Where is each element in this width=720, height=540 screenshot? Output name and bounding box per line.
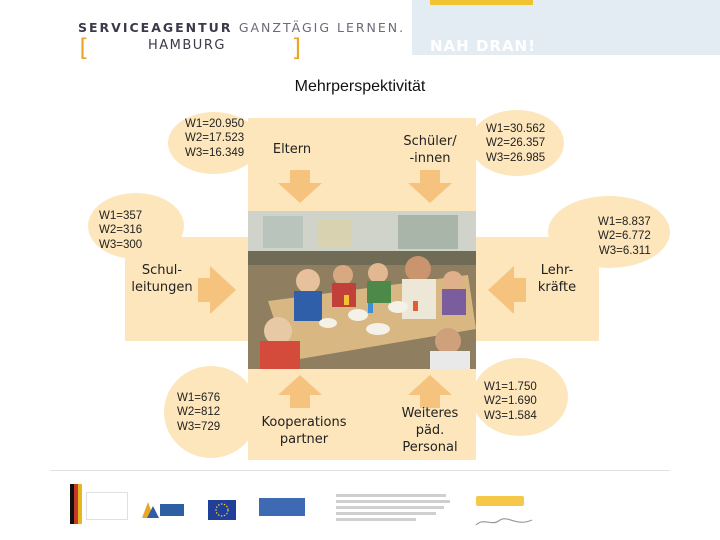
brand-name: SERVICEAGENTUR GANZTÄGIG LERNEN. xyxy=(78,20,406,35)
arrow-schueler-down xyxy=(408,170,452,203)
node-kooperationspartner: Kooperations partner xyxy=(261,415,347,447)
ministry-logo xyxy=(86,492,128,520)
ganztaegig-lernen-logo xyxy=(474,512,534,522)
classroom-lunch-image xyxy=(248,211,476,369)
arrow-personal-up xyxy=(408,375,452,408)
brand-city: HAMBURG xyxy=(148,38,226,53)
stats-eltern: W1=20.950 W2=17.523 W3=16.349 xyxy=(185,118,245,159)
stats-schulleitungen: W1=357 W2=316 W3=300 xyxy=(99,210,143,251)
diagram-title: Mehrperspektivität xyxy=(294,78,426,95)
funding-logos xyxy=(56,478,556,534)
node-schulleitungen: Schul- leitungen xyxy=(131,263,193,295)
footer-divider xyxy=(50,470,670,471)
arrow-lehrkraefte-left xyxy=(488,266,526,314)
arrow-kooperation-up xyxy=(278,375,322,408)
node-lehrkraefte: Lehr- kräfte xyxy=(537,263,577,295)
header-slogan: NAH DRAN! xyxy=(430,37,536,55)
node-weiteres-personal: Weiteres päd. Personal xyxy=(401,406,459,455)
node-schueler: Schüler/ -innen xyxy=(403,134,457,166)
eu-flag-icon xyxy=(208,500,236,520)
center-photo xyxy=(248,211,476,369)
stats-lehrkraefte: W1=8.837 W2=6.772 W3=6.311 xyxy=(598,216,651,257)
djugend-logo xyxy=(259,498,305,516)
footer-program-text xyxy=(336,494,456,524)
esf-logo xyxy=(138,496,186,522)
node-eltern: Eltern xyxy=(272,142,312,157)
bracket-right-icon: ] xyxy=(290,34,305,62)
bracket-left-icon: [ xyxy=(76,34,91,62)
stats-personal: W1=1.750 W2=1.690 W3=1.584 xyxy=(484,381,537,422)
arrow-eltern-down xyxy=(278,170,322,203)
stats-kooperation: W1=676 W2=812 W3=729 xyxy=(177,392,221,433)
stats-schueler: W1=30.562 W2=26.357 W3=26.985 xyxy=(486,123,546,164)
nah-dran-badge xyxy=(476,496,524,506)
